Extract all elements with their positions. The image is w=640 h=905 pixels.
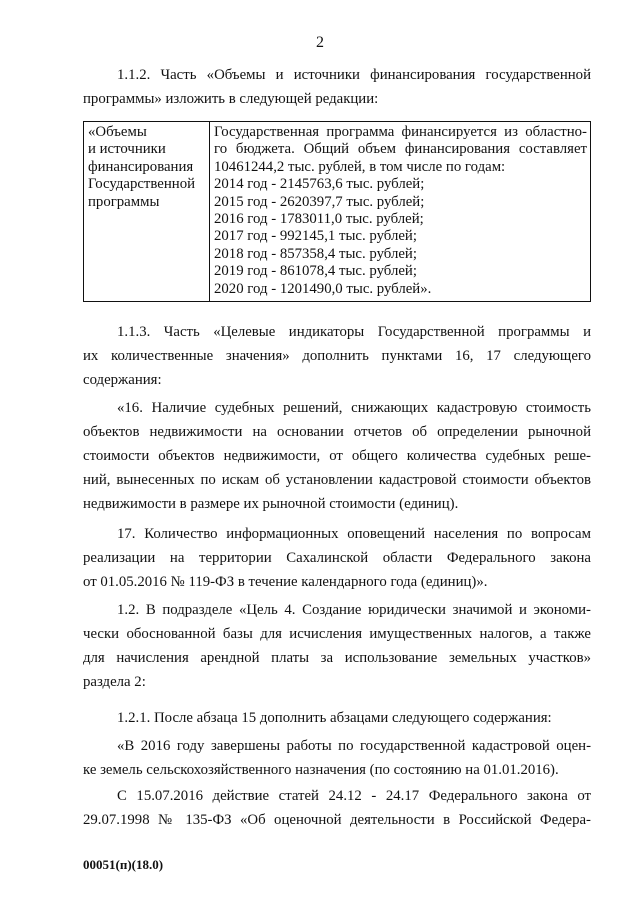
- text-line: объектов недвижимости на основании отчетов об определении рыночной: [83, 424, 591, 440]
- cell-line: 2014 год - 2145763,6 тыс. рублей;: [214, 176, 425, 193]
- text-line: 1.2.1. После абзаца 15 дополнить абзацами следующего содержания:: [117, 710, 552, 726]
- page-number: 2: [316, 34, 324, 51]
- item-17: [83, 522, 591, 594]
- text-line: их количественные значения» дополнить пунктами 16, 17 следующего: [83, 348, 591, 364]
- cell-line: го бюджета. Общий объем финансирования составляет: [214, 141, 587, 158]
- cell-line: 2016 год - 1783011,0 тыс. рублей;: [214, 211, 424, 228]
- text-line: 1.1.3. Часть «Целевые индикаторы Государственной программы и: [117, 324, 591, 340]
- cell-line: 2018 год - 857358,4 тыс. рублей;: [214, 245, 417, 262]
- table-right-cell: [210, 122, 591, 302]
- text-line: 1.2. В подразделе «Цель 4. Создание юридически значимой и экономи-: [117, 602, 591, 618]
- cell-line: 2019 год - 861078,4 тыс. рублей;: [214, 263, 417, 280]
- cell-line: Государственная программа финансируется из областно-: [214, 124, 587, 140]
- text-line: для начисления арендной платы за использование земельных участков»: [83, 650, 591, 666]
- section-1-1-2: [83, 63, 591, 111]
- text-line: «В 2016 году завершены работы по государственной кадастровой оцен-: [117, 738, 591, 754]
- section-1-2: [83, 598, 591, 694]
- cell-line: и источники: [88, 141, 166, 158]
- footer-code: 00051(п)(18.0): [83, 857, 164, 872]
- para-law: [83, 784, 591, 832]
- financing-table: [83, 121, 591, 302]
- text-line: 29.07.1998 № 135-ФЗ «Об оценочной деятельности в Российской Федера-: [83, 812, 591, 828]
- text-line: 1.1.2. Часть «Объемы и источники финансирования государственной: [117, 67, 591, 83]
- cell-line: программы: [88, 193, 160, 210]
- cell-line: «Объемы: [88, 124, 147, 140]
- text-line: стоимости объектов недвижимости, от общего количества судебных реше-: [83, 448, 591, 464]
- cell-line: 2020 год - 1201490,0 тыс. рублей».: [214, 280, 432, 297]
- text-line: раздела 2:: [83, 674, 146, 690]
- section-1-2-1: [83, 706, 591, 730]
- text-line: содержания:: [83, 372, 162, 388]
- text-line: ке земель сельскохозяйственного назначения (по состоянию на 01.01.2016).: [83, 762, 559, 778]
- cell-line: 10461244,2 тыс. рублей, в том числе по годам:: [214, 158, 506, 175]
- cell-line: финансирования: [88, 158, 194, 175]
- item-16: [83, 396, 591, 516]
- text-line: недвижимости в размере их рыночной стоимости (единиц).: [83, 496, 459, 512]
- text-line: ний, вынесенных по искам об установлении кадастровой стоимости объектов: [83, 472, 591, 488]
- text-line: программы» изложить в следующей редакции:: [83, 91, 379, 107]
- text-line: «16. Наличие судебных решений, снижающих кадастровую стоимость: [117, 400, 591, 416]
- text-line: чески обоснованной базы для исчисления имущественных налогов, а также: [83, 626, 591, 642]
- cell-line: Государственной: [88, 176, 196, 193]
- para-2016: [83, 734, 591, 782]
- cell-line: 2017 год - 992145,1 тыс. рублей;: [214, 228, 417, 245]
- text-line: реализации на территории Сахалинской области Федерального закона: [83, 550, 591, 566]
- text-line: 17. Количество информационных оповещений населения по вопросам: [117, 526, 591, 542]
- text-line: С 15.07.2016 действие статей 24.12 - 24.17 Федерального закона от: [117, 788, 591, 804]
- section-1-1-3: [83, 320, 591, 392]
- cell-line: 2015 год - 2620397,7 тыс. рублей;: [214, 193, 425, 210]
- table-left-cell: [84, 122, 210, 302]
- text-line: от 01.05.2016 № 119-ФЗ в течение календарного года (единиц)».: [83, 574, 488, 590]
